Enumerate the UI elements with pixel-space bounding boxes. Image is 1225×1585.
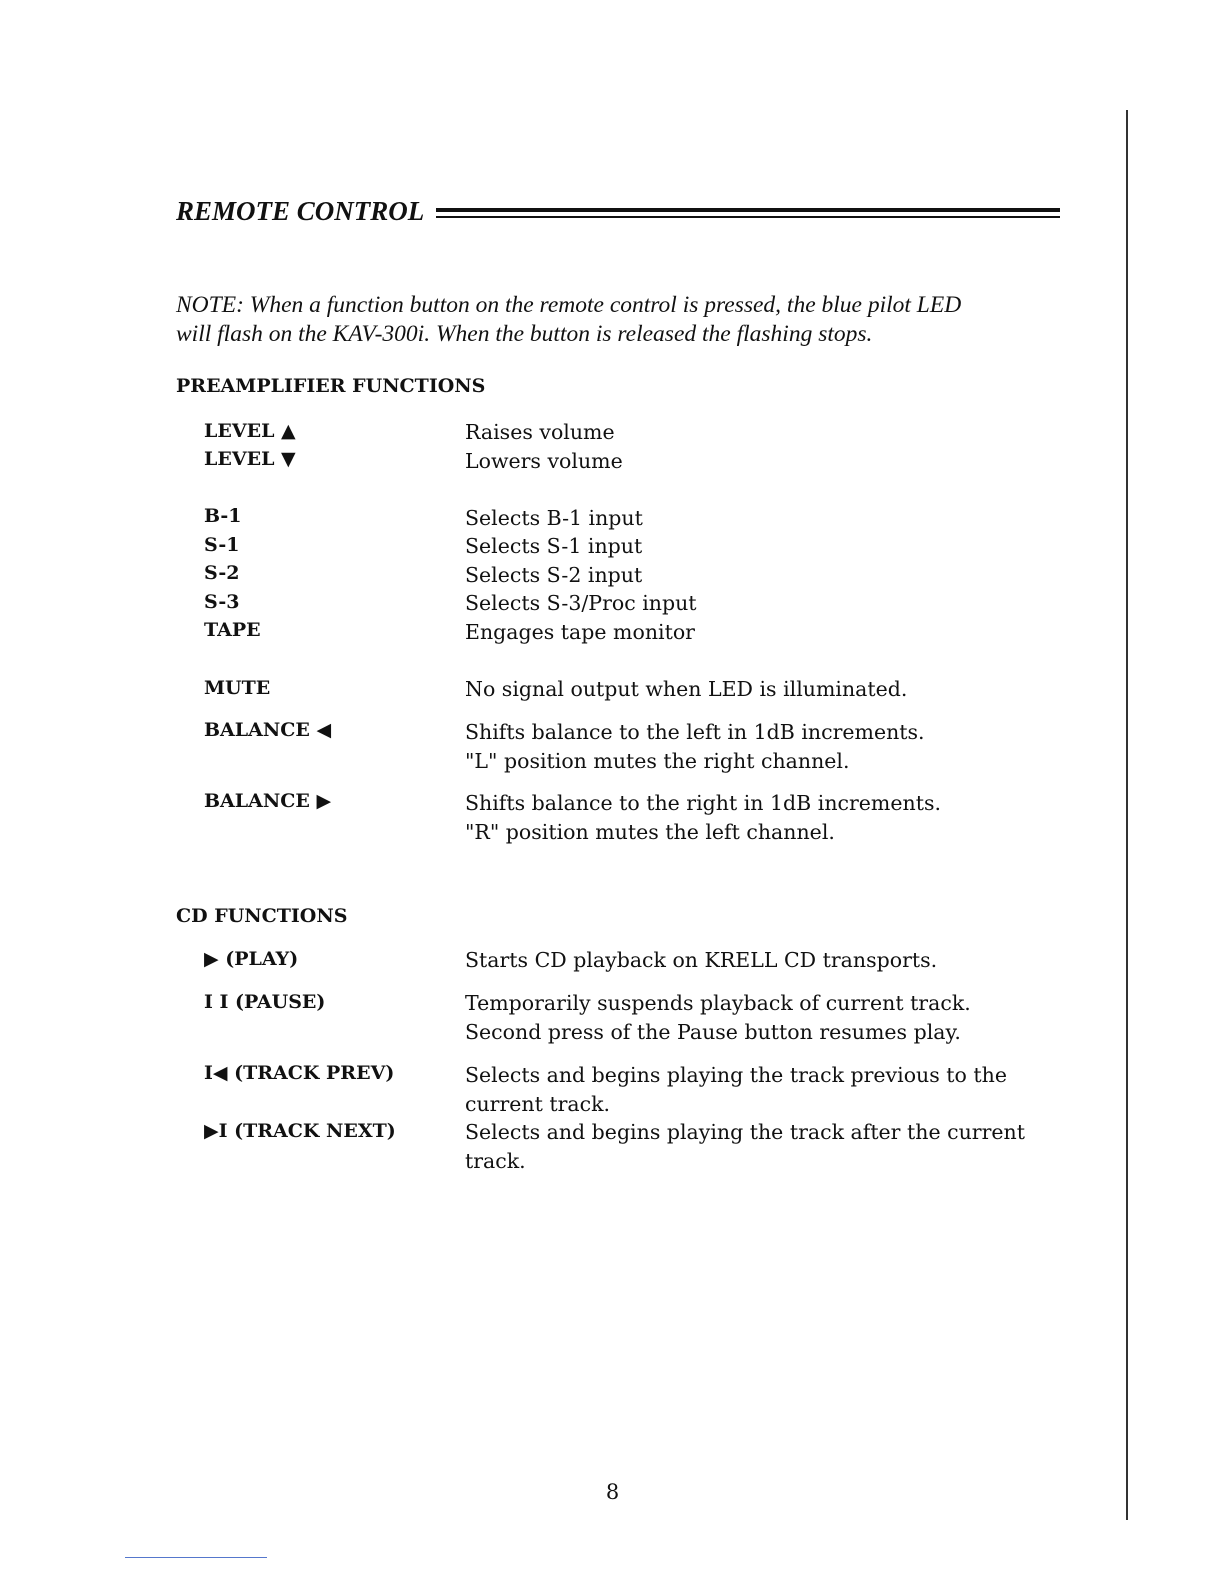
header-rule bbox=[436, 208, 1060, 218]
desc-line: Selects and begins playing the track after the current bbox=[465, 1120, 1025, 1144]
note-line-2: will flash on the KAV-300i. When the button is released the flashing stops. bbox=[176, 321, 873, 347]
desc-mute bbox=[465, 675, 1065, 704]
desc-track-prev bbox=[465, 1061, 1065, 1119]
desc-line: Selects B-1 input bbox=[465, 506, 643, 530]
bottom-rule bbox=[125, 1557, 267, 1558]
key-level-down: LEVEL ▼ bbox=[204, 448, 296, 470]
key-pause: I I (PAUSE) bbox=[204, 991, 326, 1013]
desc-line: Temporarily suspends playback of current track. bbox=[465, 991, 971, 1015]
cd-functions-title: CD FUNCTIONS bbox=[176, 905, 348, 927]
desc-line: current track. bbox=[465, 1092, 611, 1116]
section-header bbox=[176, 192, 1060, 230]
desc-tape bbox=[465, 618, 1065, 647]
desc-line: Raises volume bbox=[465, 420, 615, 444]
key-mute: MUTE bbox=[204, 677, 271, 699]
desc-line: Engages tape monitor bbox=[465, 620, 695, 644]
key-balance-left: BALANCE ◀ bbox=[204, 719, 332, 741]
desc-s3 bbox=[465, 589, 1065, 618]
desc-line: Starts CD playback on KRELL CD transports. bbox=[465, 948, 938, 972]
page-title: REMOTE CONTROL bbox=[176, 195, 425, 226]
desc-line: No signal output when LED is illuminated. bbox=[465, 677, 908, 701]
desc-line: Selects and begins playing the track previous to the bbox=[465, 1063, 1007, 1087]
desc-b1 bbox=[465, 504, 1065, 533]
desc-line: "L" position mutes the right channel. bbox=[465, 749, 850, 773]
desc-play bbox=[465, 946, 1065, 975]
page-number: 8 bbox=[605, 1480, 620, 1504]
key-play: ▶ (PLAY) bbox=[204, 948, 299, 970]
key-s1: S-1 bbox=[204, 534, 240, 556]
desc-track-next bbox=[465, 1118, 1065, 1176]
key-track-next: ▶I (TRACK NEXT) bbox=[204, 1120, 396, 1142]
key-track-prev: I◀ (TRACK PREV) bbox=[204, 1062, 395, 1084]
desc-balance-left bbox=[465, 718, 1065, 776]
desc-line: track. bbox=[465, 1149, 526, 1173]
desc-line: Lowers volume bbox=[465, 449, 623, 473]
desc-level-up bbox=[465, 418, 1065, 447]
note-paragraph bbox=[176, 291, 1076, 349]
desc-line: Selects S-1 input bbox=[465, 534, 643, 558]
key-b1: B-1 bbox=[204, 505, 242, 527]
desc-line: Selects S-2 input bbox=[465, 563, 643, 587]
desc-balance-right bbox=[465, 789, 1065, 847]
key-balance-right: BALANCE ▶ bbox=[204, 790, 332, 812]
key-s2: S-2 bbox=[204, 562, 240, 584]
desc-line: Shifts balance to the right in 1dB increments. bbox=[465, 791, 941, 815]
desc-line: Selects S-3/Proc input bbox=[465, 591, 697, 615]
key-s3: S-3 bbox=[204, 591, 240, 613]
desc-line: Second press of the Pause button resumes play. bbox=[465, 1020, 961, 1044]
desc-line: Shifts balance to the left in 1dB increments. bbox=[465, 720, 925, 744]
desc-line: "R" position mutes the left channel. bbox=[465, 820, 835, 844]
desc-s1 bbox=[465, 532, 1065, 561]
desc-pause bbox=[465, 989, 1065, 1047]
desc-s2 bbox=[465, 561, 1065, 590]
note-line-1: NOTE: When a function button on the remote control is pressed, the blue pilot LED bbox=[176, 292, 962, 318]
key-tape: TAPE bbox=[204, 619, 261, 641]
page-edge-line bbox=[1126, 110, 1128, 1520]
preamp-functions-title: PREAMPLIFIER FUNCTIONS bbox=[176, 375, 486, 397]
desc-level-down bbox=[465, 447, 1065, 476]
key-level-up: LEVEL ▲ bbox=[204, 420, 296, 442]
